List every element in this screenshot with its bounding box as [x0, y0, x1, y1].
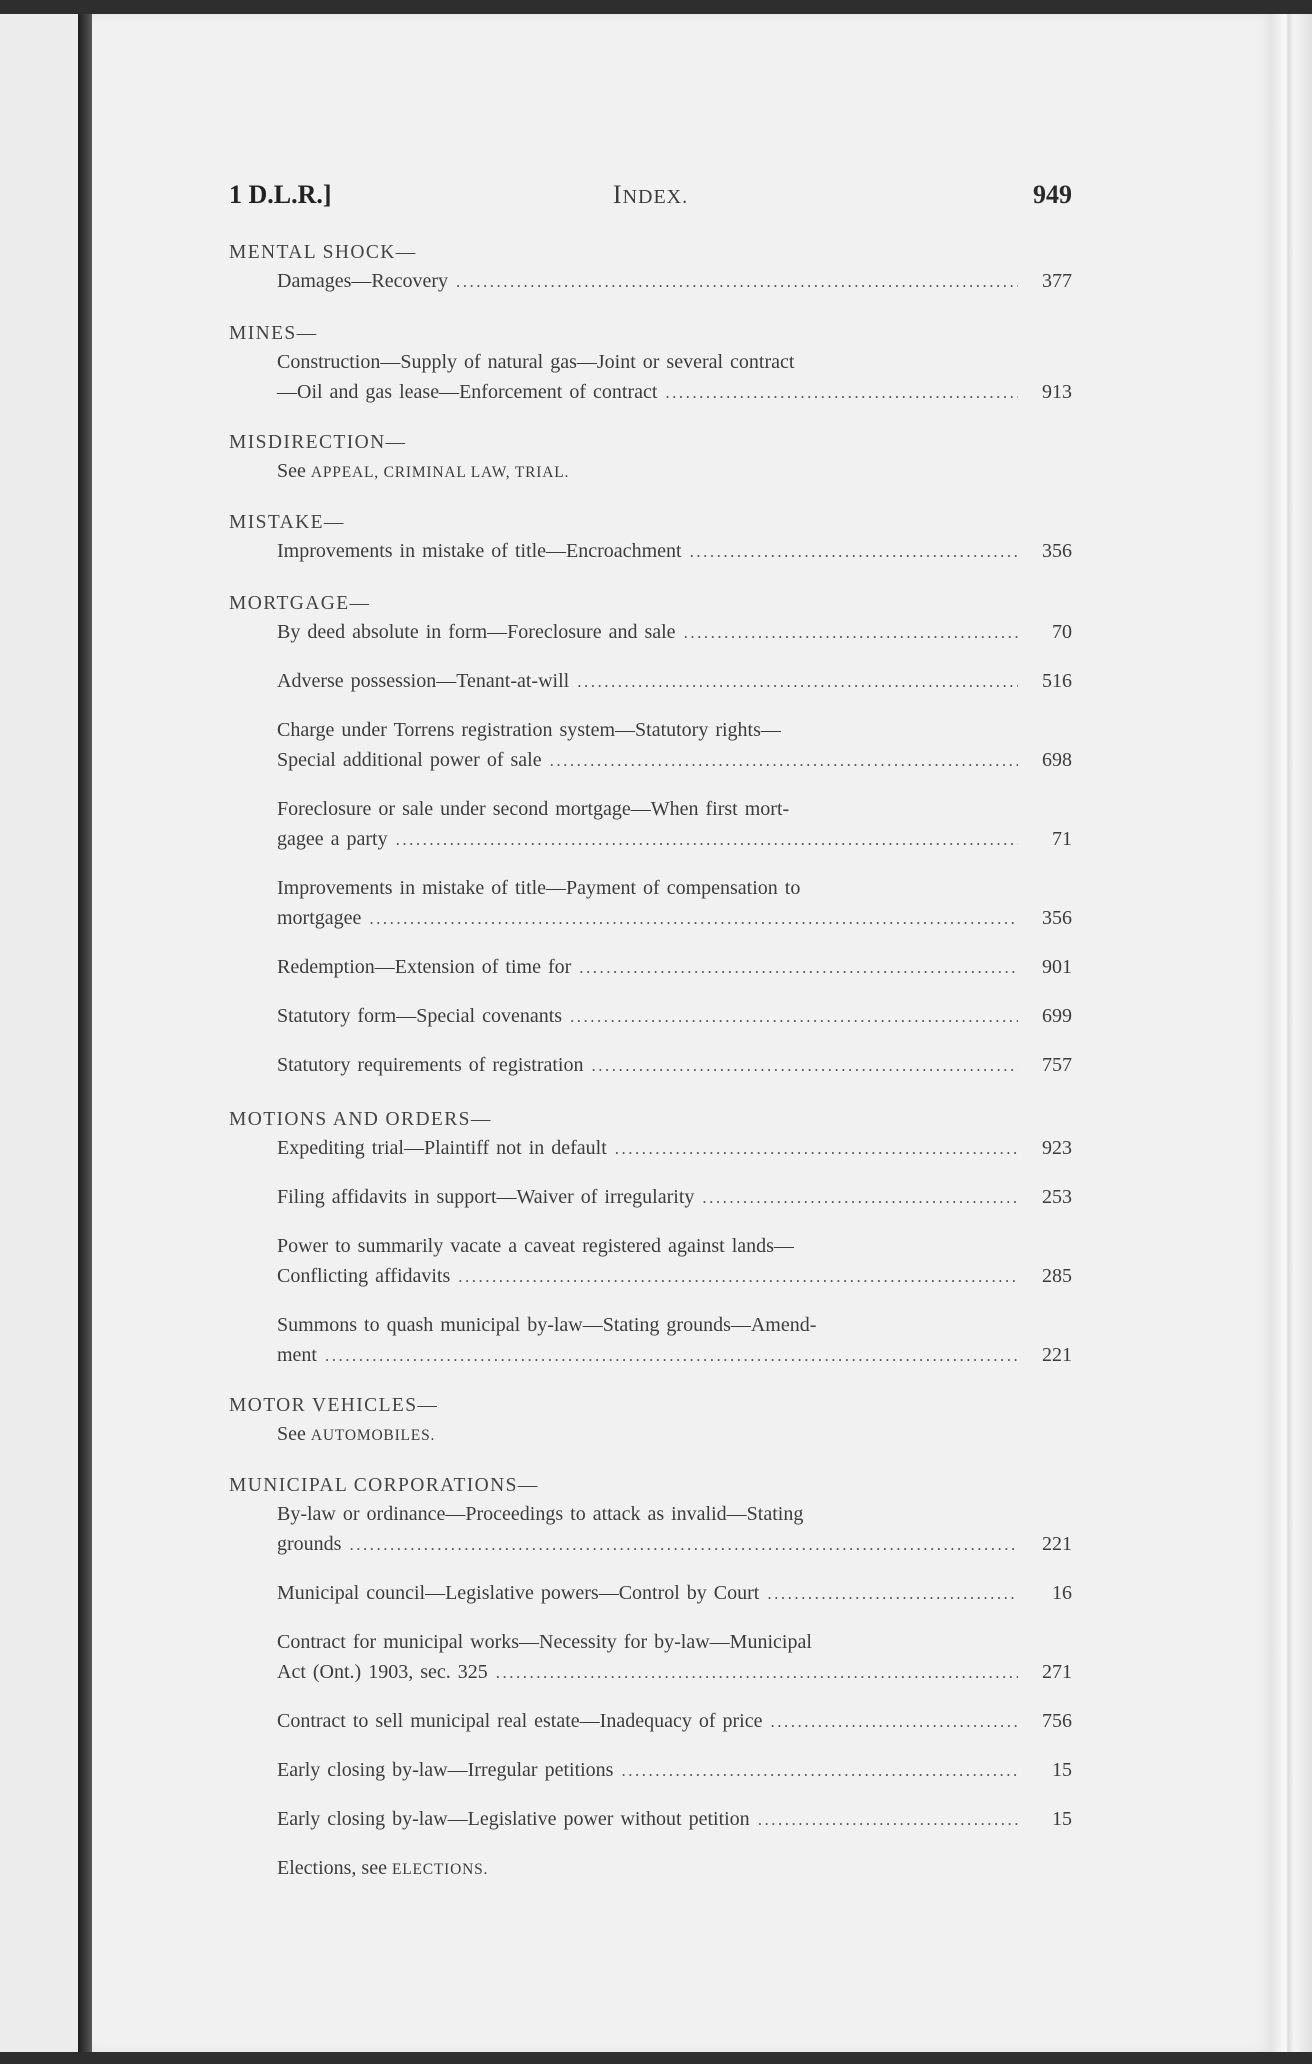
index-entry: Summons to quash municipal by-law—Stating grounds—Amend- ment ..... 221 [229, 1310, 1072, 1371]
page-reference: 377 [1042, 270, 1072, 292]
index-entry: By deed absolute in form—Foreclosure and sale ..... 70 [229, 617, 1072, 648]
cross-reference: See APPEAL, CRIMINAL LAW, TRIAL. [277, 460, 570, 482]
index-entry: Improvements in mistake of title—Encroachment ..... 356 [229, 536, 1072, 567]
page-reference: 271 [1042, 1661, 1072, 1683]
index-heading: MOTOR VEHICLES— [229, 1395, 439, 1416]
index-entry: Improvements in mistake of title—Payment of compensation to mortgagee ..... 356 [229, 873, 1072, 934]
index-heading: MORTGAGE— [229, 593, 371, 614]
page-reference: 901 [1042, 956, 1072, 978]
index-entry: Power to summarily vacate a caveat registered against lands— Conflicting affidavits ..... 285 [229, 1231, 1072, 1292]
page-title: INDEX. [612, 180, 689, 209]
index-entry: Statutory form—Special covenants ..... 699 [229, 1001, 1072, 1032]
index-entry: Redemption—Extension of time for ..... 901 [229, 952, 1072, 983]
index-heading: MISTAKE— [229, 512, 345, 533]
index-entry: Construction—Supply of natural gas—Joint or several contract —Oil and gas lease—Enforcement of contract ..... 913 [229, 347, 1072, 408]
page-number: 949 [1033, 180, 1072, 209]
index-entry: Expediting trial—Plaintiff not in default ..... 923 [229, 1133, 1072, 1164]
page-reference: 756 [1042, 1710, 1072, 1732]
index-entry: Foreclosure or sale under second mortgage—When first mort- gagee a party ..... 71 [229, 794, 1072, 855]
page-reference: 699 [1042, 1005, 1072, 1027]
index-heading: MENTAL SHOCK— [229, 242, 417, 263]
index-heading: MOTIONS AND ORDERS— [229, 1109, 492, 1130]
volume-reference: 1 D.L.R.] [229, 180, 332, 209]
index-entry: Early closing by-law—Irregular petitions ..... 15 [229, 1755, 1072, 1786]
index-entry: Charge under Torrens registration system—Statutory rights— Special additional power of sale ..... 698 [229, 715, 1072, 776]
page-reference: 253 [1042, 1186, 1072, 1208]
page-reference: 356 [1042, 907, 1072, 929]
index-heading: MINES— [229, 323, 318, 344]
index-entry: Adverse possession—Tenant-at-will ..... 516 [229, 666, 1072, 697]
index-entry: Early closing by-law—Legislative power without petition ..... 15 [229, 1804, 1072, 1835]
page-reference: 221 [1042, 1533, 1072, 1555]
page-reference: 71 [1052, 828, 1072, 850]
page-reference: 15 [1052, 1759, 1072, 1781]
facing-page-edge [0, 14, 78, 2052]
page-reference: 356 [1042, 540, 1072, 562]
index-entry: Contract for municipal works—Necessity for by-law—Municipal Act (Ont.) 1903, sec. 325 ..... 271 [229, 1627, 1072, 1688]
index-entry: By-law or ordinance—Proceedings to attack as invalid—Stating grounds ..... 221 [229, 1499, 1072, 1560]
index-content [229, 240, 1072, 1885]
page-stack-edge [1272, 14, 1312, 2052]
index-heading: MUNICIPAL CORPORATIONS— [229, 1475, 539, 1496]
index-entry: Statutory requirements of registration ..... 757 [229, 1050, 1072, 1081]
index-entry: Damages—Recovery ..... 377 [229, 266, 1072, 297]
book-binding-gutter [78, 14, 92, 2052]
index-entry: Contract to sell municipal real estate—Inadequacy of price ..... 756 [229, 1706, 1072, 1737]
index-entry: Municipal council—Legislative powers—Control by Court ..... 16 [229, 1578, 1072, 1609]
page-reference: 923 [1042, 1137, 1072, 1159]
running-head [229, 180, 1072, 220]
page-reference: 16 [1052, 1582, 1072, 1604]
page-reference: 15 [1052, 1808, 1072, 1830]
page-reference: 913 [1042, 381, 1072, 403]
page-reference: 757 [1042, 1054, 1072, 1076]
page-reference: 516 [1042, 670, 1072, 692]
scan-border-bottom [0, 2052, 1312, 2064]
index-entry: Filing affidavits in support—Waiver of irregularity ..... 253 [229, 1182, 1072, 1213]
scan-border-top [0, 0, 1312, 14]
cross-reference: See AUTOMOBILES. [277, 1423, 436, 1445]
page-reference: 221 [1042, 1344, 1072, 1366]
page-reference: 70 [1052, 621, 1072, 643]
page-reference: 698 [1042, 749, 1072, 771]
page-reference: 285 [1042, 1265, 1072, 1287]
index-heading: MISDIRECTION— [229, 432, 407, 453]
cross-reference: Elections, see ELECTIONS. [277, 1857, 489, 1879]
